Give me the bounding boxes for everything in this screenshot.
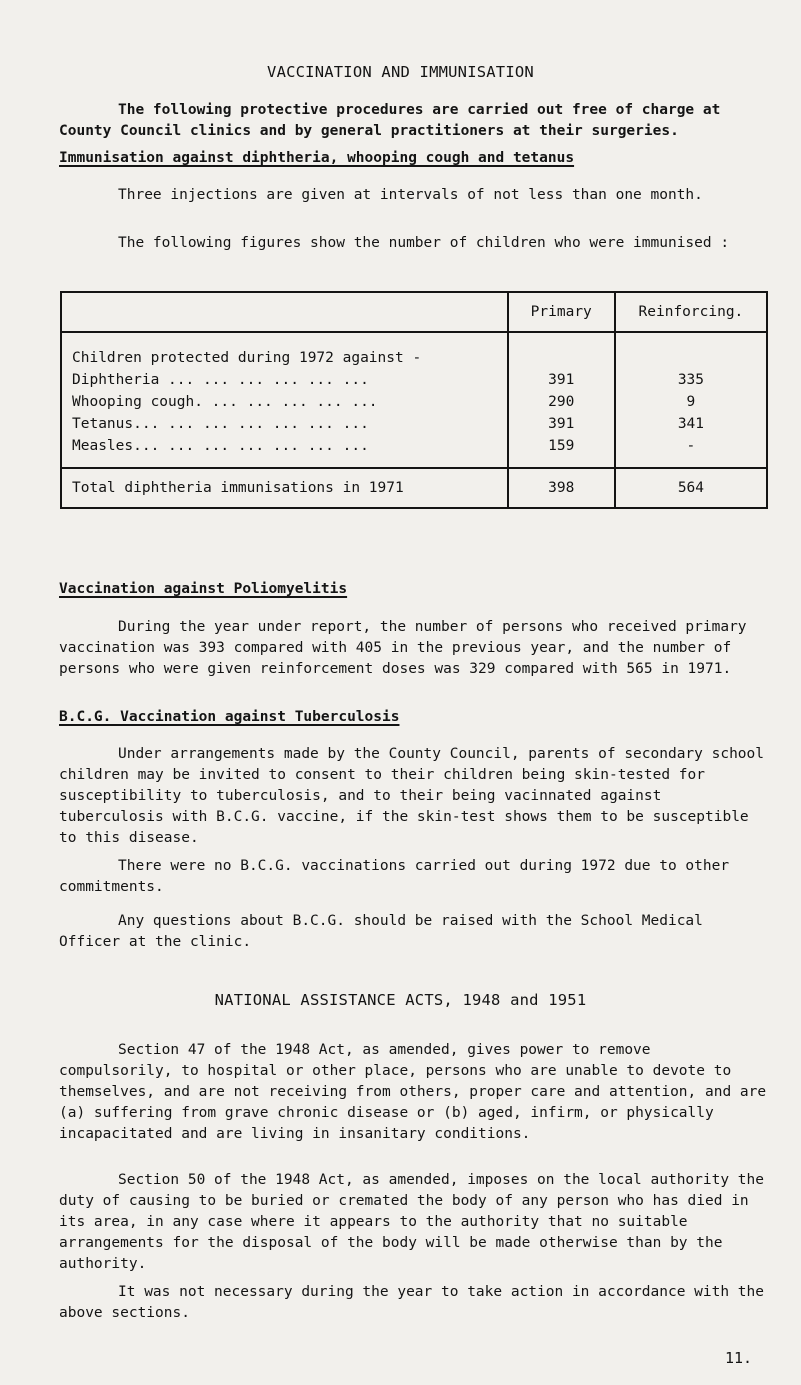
row-primary-measles: 159 xyxy=(508,435,615,468)
table-total-row xyxy=(61,468,767,508)
total-primary: 398 xyxy=(508,468,615,508)
table-header-blank xyxy=(61,292,508,332)
table-header-primary: Primary xyxy=(508,292,615,332)
immunisation-table xyxy=(60,291,768,509)
row-reinforcing-diphtheria: 335 xyxy=(615,369,767,391)
row-label-measles: Measles... ... ... ... ... ... ... xyxy=(61,435,508,468)
bcg-heading: B.C.G. Vaccination against Tuberculosis xyxy=(59,709,400,725)
total-label: Total diphtheria immunisations in 1971 xyxy=(61,468,508,508)
bcg-paragraph-3: Any questions about B.C.G. should be raised with the School Medical Officer at the clinic. xyxy=(59,913,703,950)
row-reinforcing-whooping-cough: 9 xyxy=(615,391,767,413)
nat-paragraph-3: It was not necessary during the year to take action in accordance with the above sections. xyxy=(59,1284,765,1321)
row-primary-whooping-cough: 290 xyxy=(508,391,615,413)
dtp-heading: Immunisation against diphtheria, whooping cough and tetanus xyxy=(59,150,575,166)
table-header-reinforcing: Reinforcing. xyxy=(615,292,767,332)
national-assistance-heading: NATIONAL ASSISTANCE ACTS, 1948 and 1951 xyxy=(214,991,587,1009)
row-label-tetanus: Tetanus... ... ... ... ... ... ... xyxy=(61,413,508,435)
row-label-whooping-cough: Whooping cough. ... ... ... ... ... xyxy=(61,391,508,413)
total-reinforcing: 564 xyxy=(615,468,767,508)
dtp-paragraph-2: The following figures show the number of children who were immunised : xyxy=(118,235,730,251)
page-number: 11. xyxy=(725,1349,753,1367)
nat-paragraph-1: Section 47 of the 1948 Act, as amended, gives power to remove compulsorily, to hospital or other place, persons who are unable to devote to themselves, and are not receiving from others, proper care and attention, and are (a) suffering from grave chronic disease or (b) aged, infirm, or physically incapacitated and are living in insanitary conditions. xyxy=(59,1042,767,1142)
table-row xyxy=(61,369,767,391)
row-primary-diphtheria: 391 xyxy=(508,369,615,391)
table-row xyxy=(61,413,767,435)
nat-paragraph-2: Section 50 of the 1948 Act, as amended, imposes on the local authority the duty of causing to be buried or cremated the body of any person who has died in its area, in any case where it appears to the authority that no suitable arrangements for the disposal of the body will be made otherwise than by the authority. xyxy=(59,1172,765,1272)
intro-paragraph: The following protective procedures are carried out free of charge at County Council clinics and by general practitioners at their surgeries. xyxy=(59,102,721,139)
bcg-paragraph-1: Under arrangements made by the County Council, parents of secondary school children may be invited to consent to their children being skin-tested for susceptibility to tuberculosis, and to their being vacinnated against tuberculosis with B.C.G. vaccine, if the skin-test shows them to be susceptible to this disease. xyxy=(59,746,765,846)
row-label-diphtheria: Diphtheria ... ... ... ... ... ... xyxy=(61,369,508,391)
row-reinforcing-tetanus: 341 xyxy=(615,413,767,435)
polio-heading: Vaccination against Poliomyelitis xyxy=(59,581,348,597)
table-row xyxy=(61,435,767,468)
row-primary-tetanus: 391 xyxy=(508,413,615,435)
dtp-paragraph-1: Three injections are given at intervals of not less than one month. xyxy=(118,187,703,203)
bcg-paragraph-2: There were no B.C.G. vaccinations carried out during 1972 due to other commitments. xyxy=(59,858,730,895)
table-row xyxy=(61,391,767,413)
row-reinforcing-measles: - xyxy=(615,435,767,468)
page-title: VACCINATION AND IMMUNISATION xyxy=(267,63,534,81)
table-group-label: Children protected during 1972 against - xyxy=(61,332,508,369)
polio-paragraph: During the year under report, the number of persons who received primary vaccination was 393 compared with 405 in the previous year, and the number of persons who were given reinforcement doses was 329 compared with 565 in 1971. xyxy=(59,619,747,677)
